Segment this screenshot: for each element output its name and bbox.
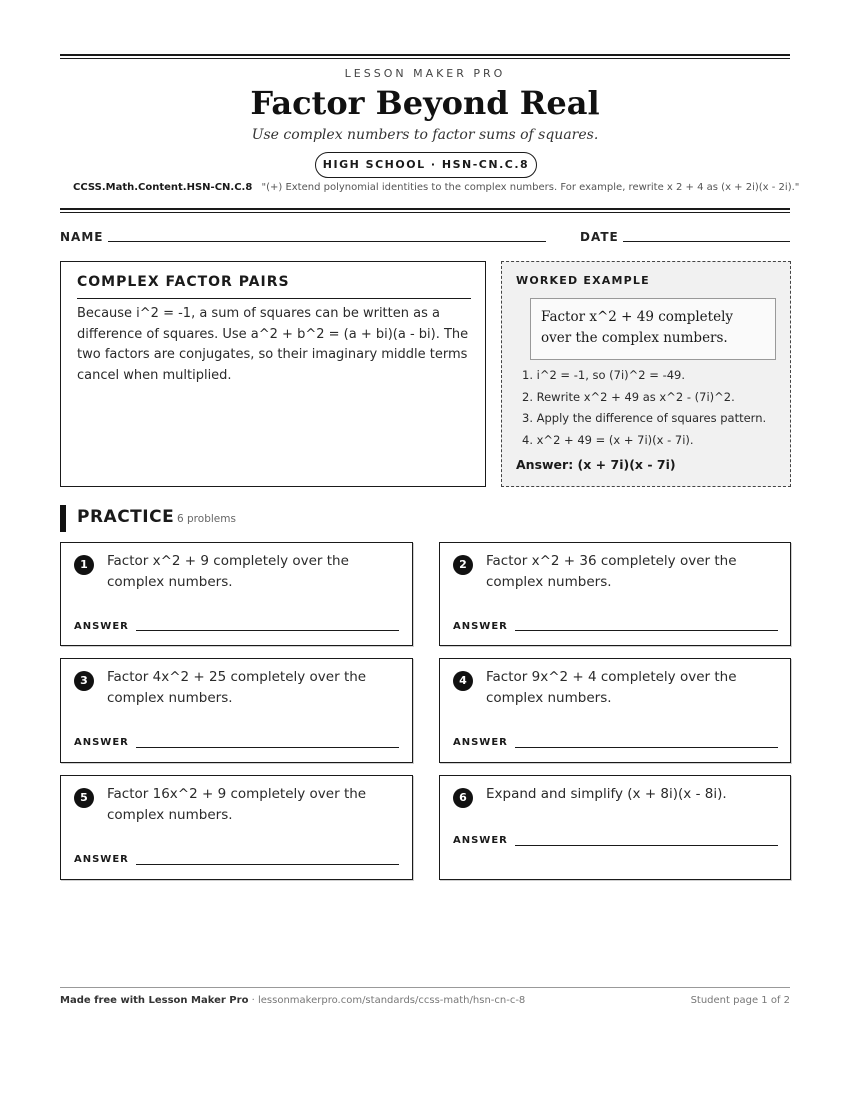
problem-number: 1: [74, 555, 94, 575]
date-field[interactable]: [623, 241, 790, 242]
answer-label: ANSWER: [74, 621, 129, 632]
worked-example-step: 2. Rewrite x^2 + 49 as x^2 - (7i)^2.: [522, 389, 735, 404]
worked-example-answer: Answer: (x + 7i)(x - 7i): [516, 457, 676, 472]
problem-text: Factor x^2 + 9 completely over the complex numbers.: [107, 553, 349, 590]
standard-text: "(+) Extend polynomial identities to the complex numbers. For example, rewrite x 2 + 4 as (x + 2i)(x - 2i).": [261, 182, 800, 193]
worked-example-step: 3. Apply the difference of squares pattern.: [522, 411, 767, 425]
answer-field[interactable]: [515, 747, 778, 748]
answer-label: ANSWER: [453, 621, 508, 632]
problem-number: 2: [453, 555, 473, 575]
worked-example-steps: [522, 365, 787, 451]
problem-card-1: [60, 542, 413, 646]
footer-url[interactable]: · lessonmakerpro.com/standards/ccss-math/hsn-cn-c-8: [248, 995, 526, 1006]
practice-title: PRACTICE: [77, 507, 175, 527]
header-bottom-rule: [60, 208, 790, 213]
standard-code: CCSS.Math.Content.HSN-CN.C.8: [73, 182, 253, 193]
name-field[interactable]: [108, 241, 546, 242]
answer-field[interactable]: [136, 630, 399, 631]
answer-field[interactable]: [515, 845, 778, 846]
problem-card-2: [439, 542, 791, 646]
footer-credit: [60, 995, 525, 1006]
problem-number: 4: [453, 671, 473, 691]
concept-divider: [77, 298, 471, 299]
problem-text: Factor 4x^2 + 25 completely over the complex numbers.: [107, 669, 367, 706]
worked-example-heading: WORKED EXAMPLE: [516, 274, 650, 287]
answer-label: ANSWER: [453, 835, 508, 846]
worked-example-step: 4. x^2 + 49 = (x + 7i)(x - 7i).: [522, 432, 694, 447]
page-subtitle: Use complex numbers to factor sums of squares.: [251, 127, 599, 143]
practice-accent-bar: [60, 505, 66, 532]
concept-body: Because i^2 = -1, a sum of squares can be written as a difference of squares. Use a^2 + b^2 = (a + bi)(a - bi). The two factors are conjugates, so their imaginary middle terms cancel when multiplied.: [77, 306, 469, 383]
concept-heading: COMPLEX FACTOR PAIRS: [77, 274, 290, 290]
concept-box: [60, 261, 486, 487]
standard-line: [73, 182, 800, 193]
practice-count: 6 problems: [177, 513, 236, 525]
name-label: NAME: [60, 230, 104, 244]
problem-text: Factor 16x^2 + 9 completely over the complex numbers.: [107, 786, 367, 823]
problem-number: 5: [74, 788, 94, 808]
header-top-rule: [60, 54, 790, 59]
worked-example-problem: Factor x^2 + 49 completely over the complex numbers.: [530, 298, 776, 360]
problem-number: 6: [453, 788, 473, 808]
problem-number: 3: [74, 671, 94, 691]
problem-card-5: [60, 775, 413, 880]
answer-label: ANSWER: [74, 737, 129, 748]
footer-page-number: Student page 1 of 2: [690, 995, 790, 1006]
problem-text: Factor x^2 + 36 completely over the complex numbers.: [486, 553, 737, 590]
date-label: DATE: [580, 230, 619, 244]
worked-example-box: [501, 261, 791, 487]
grade-standard-badge: HIGH SCHOOL · HSN-CN.C.8: [315, 152, 537, 178]
answer-field[interactable]: [515, 630, 778, 631]
worked-example-step: 1. i^2 = -1, so (7i)^2 = -49.: [522, 368, 686, 382]
answer-label: ANSWER: [74, 854, 129, 865]
page-title: Factor Beyond Real: [250, 84, 600, 122]
problem-text: Factor 9x^2 + 4 completely over the complex numbers.: [486, 669, 737, 706]
answer-field[interactable]: [136, 864, 399, 865]
problem-card-6: [439, 775, 791, 880]
answer-label: ANSWER: [453, 737, 508, 748]
problem-card-3: [60, 658, 413, 763]
problem-card-4: [439, 658, 791, 763]
problem-text: Expand and simplify (x + 8i)(x - 8i).: [486, 786, 727, 802]
footer-rule: [60, 987, 790, 988]
footer-made-with: Made free with Lesson Maker Pro: [60, 995, 249, 1006]
brand-name: LESSON MAKER PRO: [344, 67, 506, 80]
answer-field[interactable]: [136, 747, 399, 748]
